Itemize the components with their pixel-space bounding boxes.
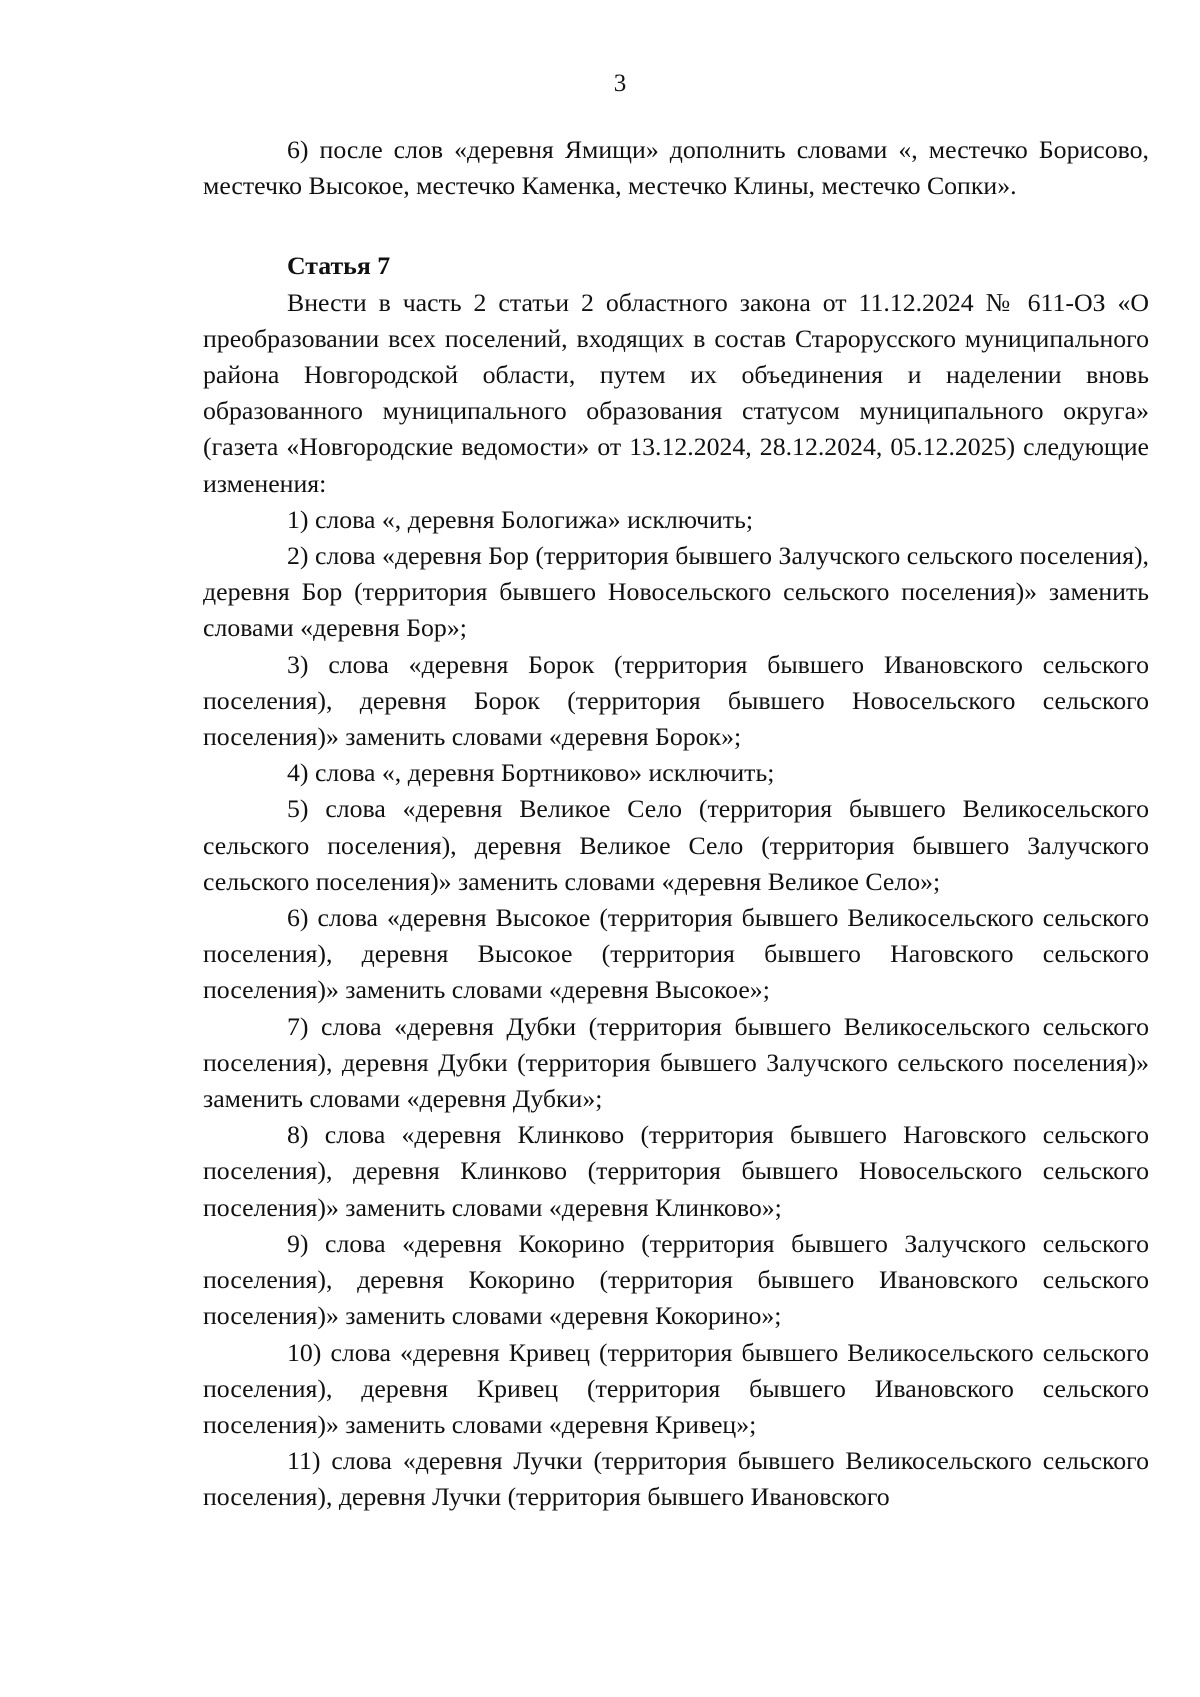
article-item-7: 7) слова «деревня Дубки (территория бывшего Великосельского сельского поселения), деревня Дубки (территория бывшего Залучского сельского поселения)» заменить словами «деревня Дубки»; bbox=[203, 1011, 1149, 1114]
article-item-1: 1) слова «, деревня Бологижа» исключить; bbox=[287, 504, 754, 534]
article-item-10: 10) слова «деревня Кривец (территория бывшего Великосельского сельского поселения), деревня Кривец (территория бывшего Ивановского сельского поселения)» заменить словами «деревня Кривец»; bbox=[203, 1337, 1149, 1439]
page-number: 3 bbox=[613, 70, 627, 97]
document-body bbox=[203, 132, 1149, 1516]
paragraph-gap bbox=[203, 204, 1149, 248]
article-item-4: 4) слова «, деревня Бортниково» исключить; bbox=[287, 758, 775, 788]
article-item-6: 6) слова «деревня Высокое (территория бывшего Великосельского сельского поселения), деревня Высокое (территория бывшего Наговского сельского поселения)» заменить словами «деревня Высокое»; bbox=[203, 903, 1149, 1005]
article-item-11: 11) слова «деревня Лучки (территория бывшего Великосельского сельского поселения), деревня Лучки (территория бывшего Ивановского bbox=[203, 1446, 1149, 1512]
article-item-5: 5) слова «деревня Великое Село (территория бывшего Великосельского сельского поселения), деревня Великое Село (территория бывшего Залучского сельского поселения)» заменить словами «деревня Великое Село»; bbox=[203, 794, 1149, 896]
intro-item: 6) после слов «деревня Ямищи» дополнить словами «, местечко Борисово, местечко Высокое, местечко Каменка, местечко Клины, местечко Сопки». bbox=[203, 135, 1149, 201]
article-item-3: 3) слова «деревня Борок (территория бывшего Ивановского сельского поселения), деревня Борок (территория бывшего Новосельского сельского поселения)» заменить словами «деревня Борок»; bbox=[203, 649, 1149, 752]
article-lead: Внести в часть 2 статьи 2 областного закона от 11.12.2024 № 611-ОЗ «О преобразовании всех поселений, входящих в состав Старорусского муниципального района Новгородской области, путем их объединения и наделении вновь образованного муниципального образования статусом муниципального округа» (газета «Новгородские ведомости» от 13.12.2024, 28.12.2024, 05.12.2025) следующие изменения: bbox=[203, 287, 1149, 498]
article-item-8: 8) слова «деревня Клинково (территория бывшего Наговского сельского поселения), деревня Клинково (территория бывшего Новосельского сельского поселения)» заменить словами «деревня Клинково»; bbox=[203, 1120, 1149, 1222]
article-item-9: 9) слова «деревня Кокорино (территория бывшего Залучского сельского поселения), деревня Кокорино (территория бывшего Ивановского сельского поселения)» заменить словами «деревня Кокорино»; bbox=[203, 1228, 1149, 1331]
article-item-2: 2) слова «деревня Бор (территория бывшего Залучского сельского поселения), деревня Бор (территория бывшего Новосельского сельского поселения)» заменить словами «деревня Бор»; bbox=[203, 541, 1149, 643]
article-heading: Статья 7 bbox=[287, 251, 391, 281]
